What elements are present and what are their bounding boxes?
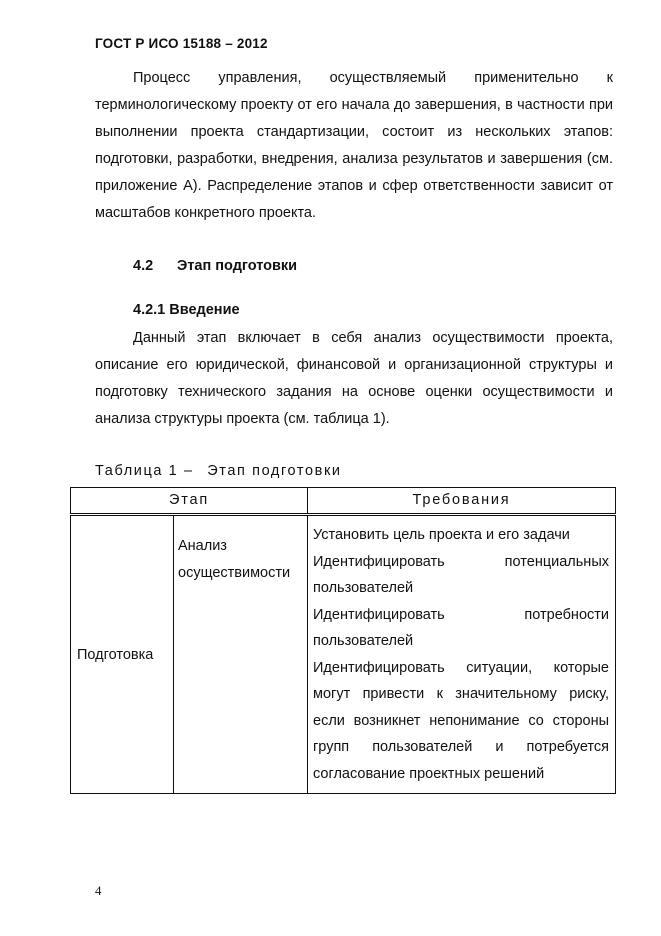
table-caption-label: Таблица 1 – (95, 463, 194, 479)
table-caption-title: Этап подготовки (207, 463, 342, 479)
table-caption (95, 463, 342, 479)
column-header-requirements: Требования (308, 488, 616, 515)
subsection-paragraph: Данный этап включает в себя анализ осуществимости проекта, описание его юридической, финансовой и организационной структуры и подготовку технического задания на основе оценки осуществимости и анализа структуры проекта (см. таблица 1). (95, 330, 613, 427)
page-number: 4 (95, 883, 102, 898)
section-number: 4.2 (133, 258, 154, 274)
table-row (71, 515, 616, 794)
requirement-item: Идентифицировать потенциальных пользователей (313, 553, 609, 596)
column-header-stage: Этап (71, 488, 308, 515)
requirements-cell (308, 515, 616, 794)
requirement-item: Идентифицировать потребности пользователей (313, 606, 609, 649)
intro-paragraph: Процесс управления, осуществляемый применительно к терминологическому проекту от его начала до завершения, в частности при выполнении проекта стандартизации, состоит из нескольких этапов: подготовки, разработки, внедрения, анализа результатов и завершения (см. приложение А). Распределение этапов и сфер ответственности зависит от масштабов конкретного проекта. (95, 70, 613, 221)
subsection-heading: 4.2.1 Введение (133, 302, 240, 318)
requirement-item: Идентифицировать ситуации, которые могут привести к значительному риску, если возникнет непонимание со стороны групп пользователей и потребуется согласование проектных решений (313, 659, 609, 782)
stages-table (70, 487, 616, 794)
stage-cell: Подготовка (71, 515, 174, 794)
requirement-item: Установить цель проекта и его задачи (313, 527, 570, 543)
table-header-row (71, 488, 616, 515)
section-title: Этап подготовки (177, 258, 298, 274)
section-heading (133, 258, 297, 274)
document-header: ГОСТ Р ИСО 15188 – 2012 (95, 36, 268, 51)
substage-cell: Анализ осуществимости (174, 515, 308, 794)
